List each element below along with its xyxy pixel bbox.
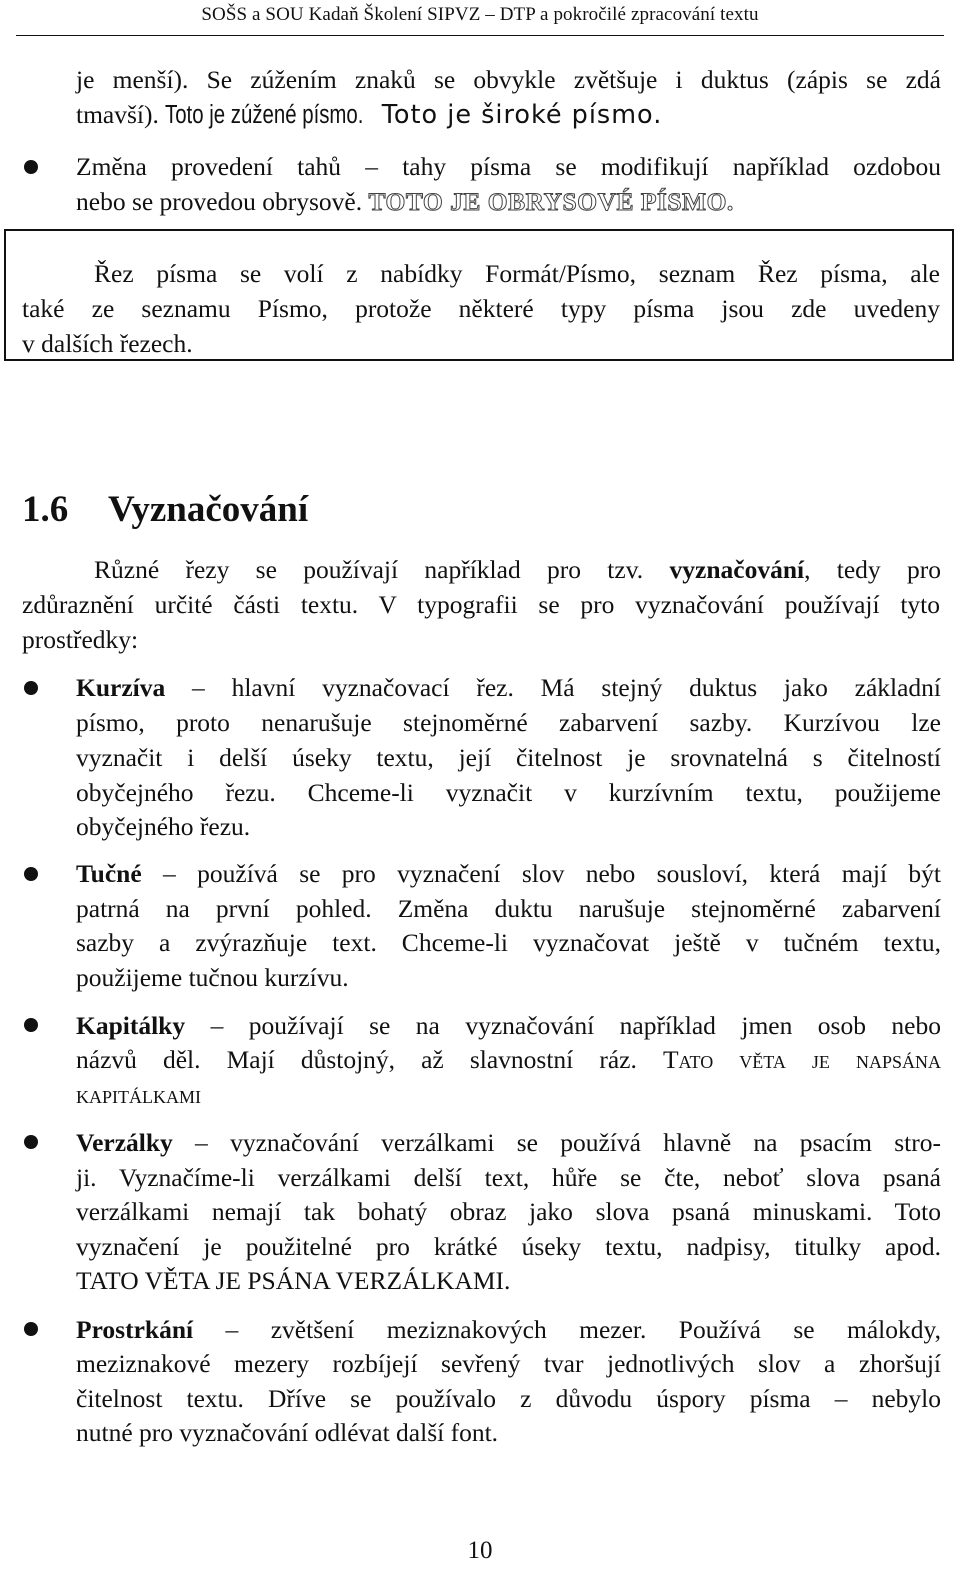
intro-line: [94, 552, 941, 587]
bold-term: vyznačování: [669, 555, 805, 584]
text-fragment: tmavší).: [76, 100, 159, 129]
header-rule: [16, 35, 944, 36]
bullet-icon: [24, 1135, 38, 1149]
text-line: Změna provedení tahů – tahy písma se modifikují například ozdobou: [76, 152, 941, 181]
smallcaps-sample: kapitálkami: [76, 1080, 201, 1109]
text-fragment: – hlavní vyznačovací řez. Má stejný duktus jako základní: [165, 673, 941, 702]
section-title: Vyznačování: [108, 489, 309, 530]
list-item-line: [76, 670, 941, 705]
outline-font-sample: TOTO JE OBRYSOVÉ PÍSMO.: [368, 187, 734, 216]
intro-line: zdůraznění určité části textu. V typografii se pro vyznačování používají tyto: [22, 590, 940, 619]
list-item-line: patrná na první pohled. Změna duktu narušuje stejnoměrné zabarvení: [76, 894, 941, 923]
list-item-line: meziznakové mezery rozbíjejí sevřený tvar jednotlivých slov a zhoršují: [76, 1349, 941, 1378]
smallcaps-sample: Tato věta je napsána: [662, 1045, 941, 1074]
text-line: je menší). Se zúžením znaků se obvykle zvětšuje i duktus (zápis se zdá: [76, 65, 941, 94]
list-item-term: Kurzíva: [76, 673, 166, 702]
list-item-line: [76, 1312, 941, 1347]
text-fragment: – vyznačování verzálkami se používá hlavně na psacím stro-: [172, 1128, 941, 1157]
list-item-line: [76, 856, 941, 891]
page-number: 10: [467, 1537, 493, 1564]
list-item-line: [76, 1042, 941, 1077]
list-item-term: Kapitálky: [76, 1011, 186, 1040]
list-item-line: použijeme tučnou kurzívu.: [76, 963, 349, 992]
text-fragment: názvů děl. Mají důstojný, až slavnostní ráz.: [76, 1045, 637, 1074]
text-line: [76, 97, 662, 133]
list-item-line: nutné pro vyznačování odlévat další font.: [76, 1418, 499, 1447]
list-item-term: Tučné: [76, 859, 142, 888]
page-header: SOŠS a SOU Kadaň Školení SIPVZ – DTP a pokročilé zpracování textu: [201, 4, 759, 25]
intro-line: prostředky:: [22, 625, 139, 654]
list-item-line: čitelnost textu. Dříve se používalo z důvodu úspory písma – nebylo: [76, 1384, 941, 1413]
bullet-icon: [24, 867, 38, 881]
list-item-term: Verzálky: [76, 1128, 173, 1157]
list-item-term: Prostrkání: [76, 1315, 194, 1344]
list-item-line: obyčejného řezu.: [76, 812, 251, 841]
condensed-font-sample: Toto je zúžené písmo.: [165, 101, 364, 129]
list-item-line: obyčejného řezu. Chceme-li vyznačit v kurzívním textu, použijeme: [76, 778, 941, 807]
bullet-icon: [24, 681, 38, 695]
note-line: také ze seznamu Písmo, protože některé typy písma jsou zde uvedeny: [22, 294, 940, 323]
list-item-line: [76, 1008, 941, 1043]
list-item-line: vyznačit i delší úseky textu, její čitelnost je srovnatelná s čitelností: [76, 743, 941, 772]
list-item-line: písmo, proto nenarušuje stejnoměrné zabarvení sazby. Kurzívou lze: [76, 708, 941, 737]
text-fragment: – zvětšení meziznakových mezer. Používá se málokdy,: [193, 1315, 941, 1344]
section-number: 1.6: [22, 489, 69, 530]
bullet-icon: [24, 160, 38, 174]
list-item-line: ji. Vyznačíme-li verzálkami delší text, hůře se čte, neboť slova psaná: [76, 1163, 941, 1192]
list-item-line: verzálkami nemají tak bohatý obraz jako slova psaná minuskami. Toto: [76, 1197, 941, 1226]
bullet-icon: [24, 1018, 38, 1032]
text-fragment: nebo se provedou obrysově.: [76, 187, 363, 216]
list-item-line: TATO VĚTA JE PSÁNA VERZÁLKAMI.: [76, 1266, 511, 1295]
section-heading: [22, 487, 308, 533]
text-fragment: – používá se pro vyznačení slov nebo sousloví, která mají být: [141, 859, 941, 888]
text-fragment: Různé řezy se používají například pro tzv.: [94, 555, 644, 584]
text-fragment: , tedy pro: [804, 555, 941, 584]
note-line: Řez písma se volí z nabídky Formát/Písmo, seznam Řez písma, ale: [94, 259, 940, 288]
note-line: v dalších řezech.: [22, 329, 193, 358]
list-item-line: [76, 1125, 941, 1160]
list-item-line: vyznačení je použitelné pro krátké úseky textu, nadpisy, titulky apod.: [76, 1232, 941, 1261]
bullet-icon: [24, 1322, 38, 1336]
text-fragment: – používají se na vyznačování například jmen osob nebo: [185, 1011, 941, 1040]
text-line: [76, 184, 734, 219]
wide-font-sample: Toto je široké písmo.: [381, 100, 663, 130]
list-item-line: sazby a zvýrazňuje text. Chceme-li vyznačovat ještě v tučném textu,: [76, 928, 941, 957]
